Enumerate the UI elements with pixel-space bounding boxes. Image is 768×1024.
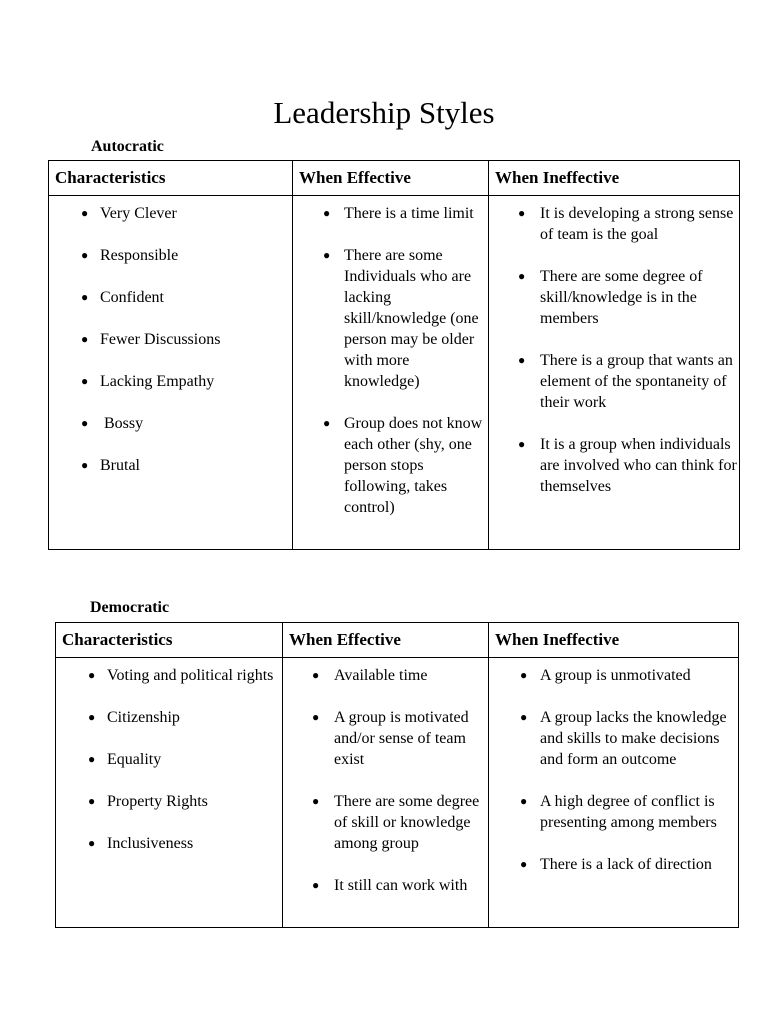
list-item: ● Equality <box>56 749 282 770</box>
header-when-ineffective: When Ineffective <box>489 623 739 658</box>
list-item: ● Confident <box>49 287 292 308</box>
list-item: ● Very Clever <box>49 203 292 224</box>
list-item: ● Available time <box>283 665 488 686</box>
table-row <box>49 196 740 550</box>
when-ineffective-list <box>489 665 738 875</box>
when-ineffective-cell <box>489 658 739 928</box>
list-item: ● Brutal <box>49 455 292 476</box>
list-item: ● Fewer Discussions <box>49 329 292 350</box>
when-effective-cell <box>283 658 489 928</box>
header-characteristics: Characteristics <box>56 623 283 658</box>
header-when-effective: When Effective <box>293 161 489 196</box>
when-effective-list <box>283 665 488 896</box>
characteristics-list <box>56 665 282 854</box>
list-item: ● There are some degree of skill/knowledge is in the members <box>489 266 739 329</box>
when-effective-cell <box>293 196 489 550</box>
list-item: ● A group is unmotivated <box>489 665 738 686</box>
list-item: ● It is a group when individuals are involved who can think for themselves <box>489 434 739 497</box>
list-item: ● Lacking Empathy <box>49 371 292 392</box>
section-label-democratic: Democratic <box>90 599 170 616</box>
characteristics-list <box>49 203 292 476</box>
list-item: ● Voting and political rights <box>56 665 282 686</box>
autocratic-table <box>48 160 740 550</box>
democratic-table <box>55 622 739 928</box>
header-when-ineffective: When Ineffective <box>489 161 740 196</box>
list-item: ● There is a time limit <box>293 203 488 224</box>
table-row <box>56 658 739 928</box>
header-characteristics: Characteristics <box>49 161 293 196</box>
list-item: ● Inclusiveness <box>56 833 282 854</box>
list-item: ● A group lacks the knowledge and skills to make decisions and form an outcome <box>489 707 738 770</box>
when-ineffective-cell <box>489 196 740 550</box>
list-item: ● There is a lack of direction <box>489 854 738 875</box>
list-item: ● It still can work with <box>283 875 488 896</box>
list-item: ● There is a group that wants an element of the spontaneity of their work <box>489 350 739 413</box>
section-label-autocratic: Autocratic <box>91 138 164 155</box>
list-item: ● It is developing a strong sense of team is the goal <box>489 203 739 245</box>
header-when-effective: When Effective <box>283 623 489 658</box>
table-header-row <box>56 623 739 658</box>
list-item: ● Property Rights <box>56 791 282 812</box>
when-effective-list <box>293 203 488 518</box>
list-item: ● Citizenship <box>56 707 282 728</box>
table-header-row <box>49 161 740 196</box>
characteristics-cell <box>49 196 293 550</box>
when-ineffective-list <box>489 203 739 497</box>
list-item: ● A group is motivated and/or sense of team exist <box>283 707 488 770</box>
list-item: ● Bossy <box>49 413 292 434</box>
characteristics-cell <box>56 658 283 928</box>
list-item: ● There are some Individuals who are lacking skill/knowledge (one person may be older with more knowledge) <box>293 245 488 392</box>
list-item: ● A high degree of conflict is presenting among members <box>489 791 738 833</box>
list-item: ● Responsible <box>49 245 292 266</box>
list-item: ● There are some degree of skill or knowledge among group <box>283 791 488 854</box>
page-title: Leadership Styles <box>273 95 495 130</box>
list-item: ● Group does not know each other (shy, one person stops following, takes control) <box>293 413 488 518</box>
